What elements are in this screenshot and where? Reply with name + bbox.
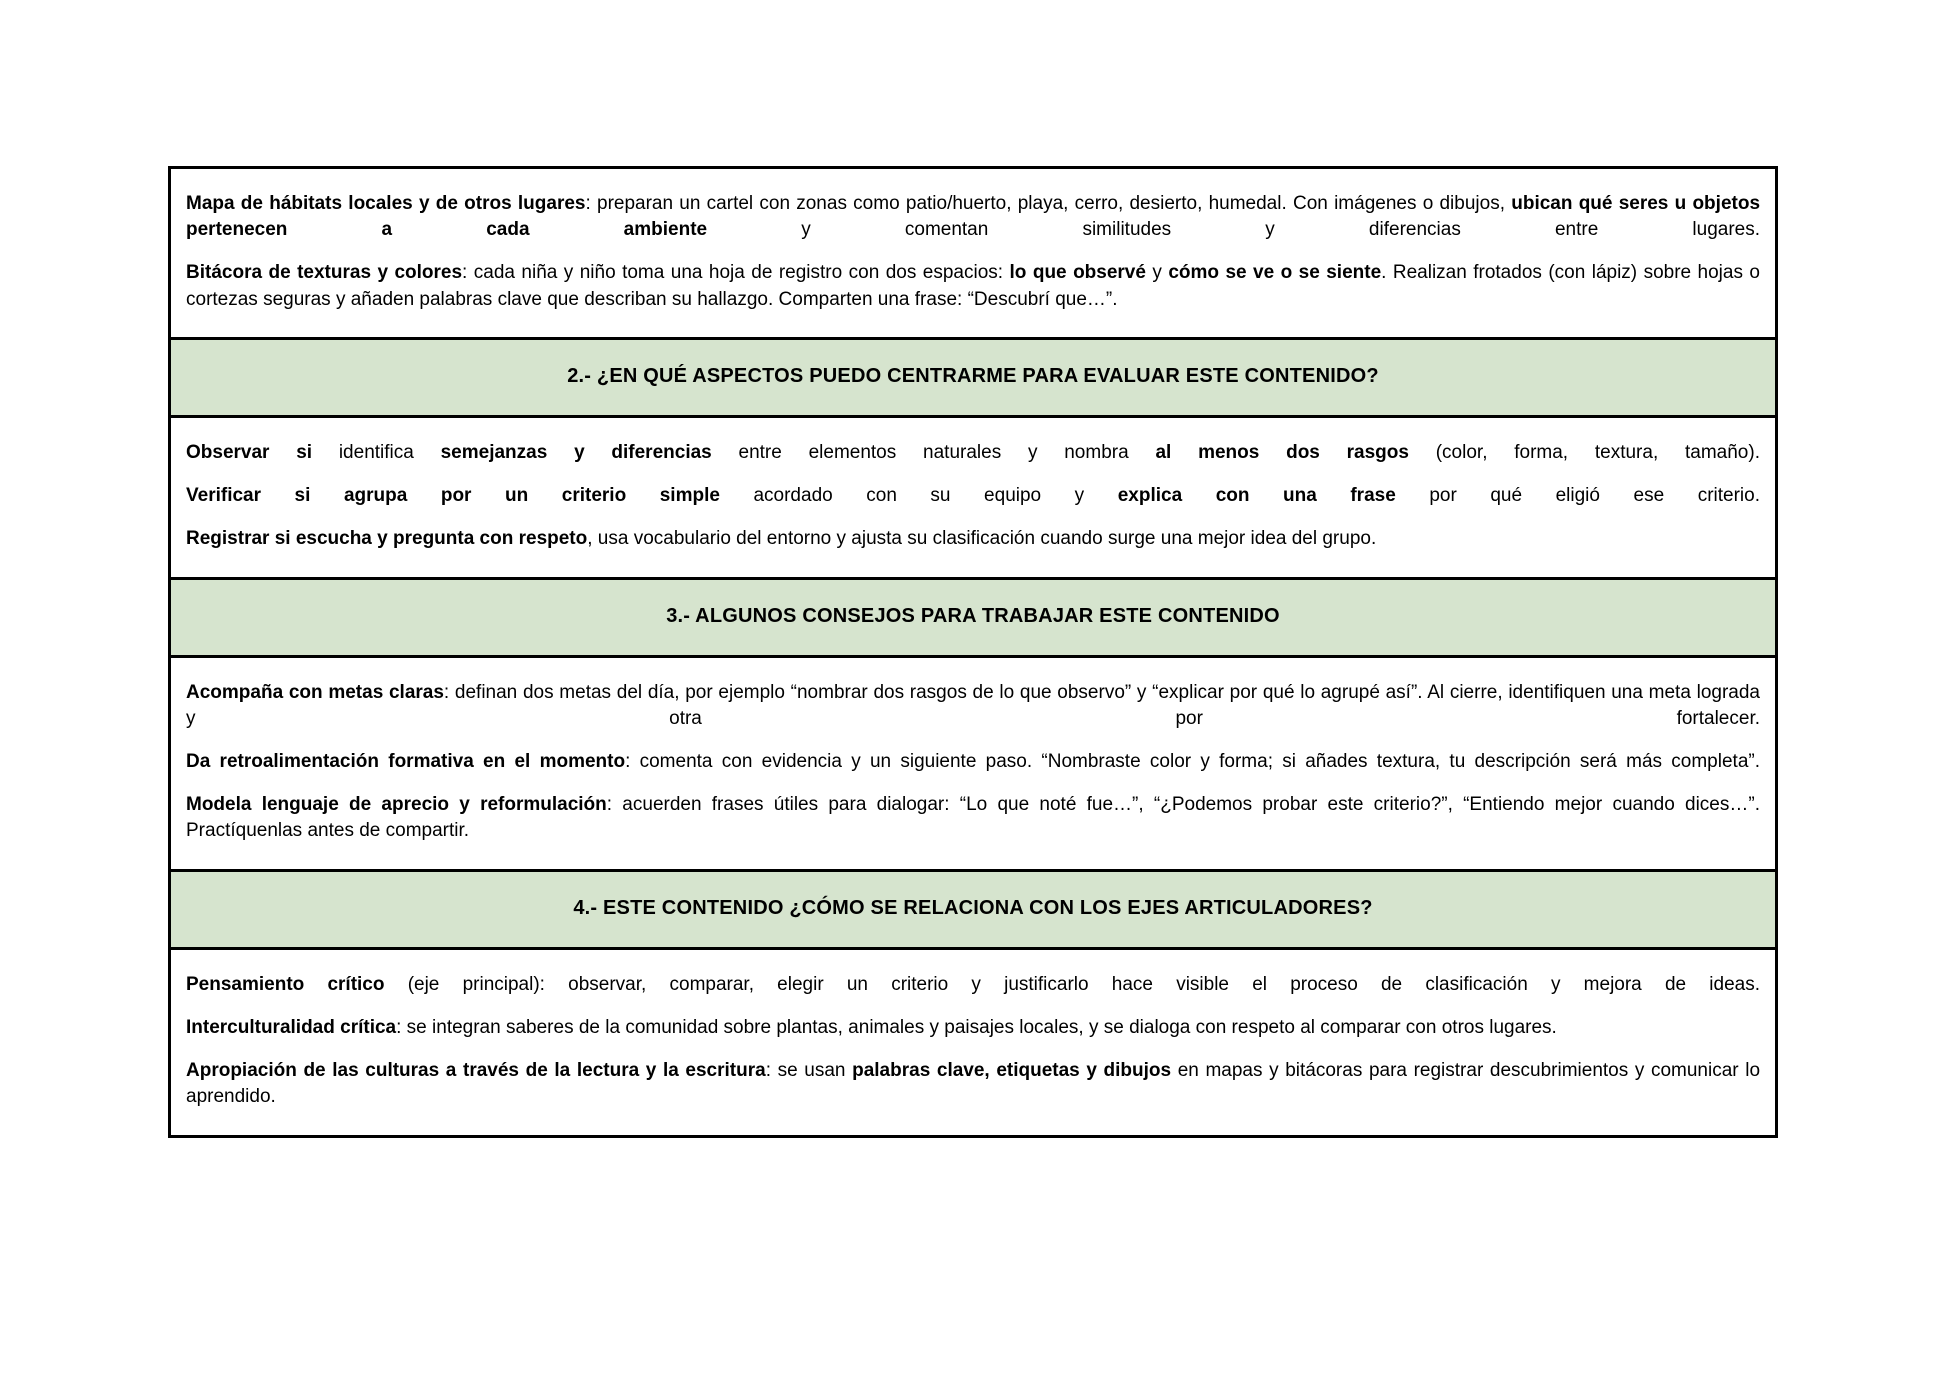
- paragraph-retroalimentacion: Da retroalimentación formativa en el momento: comenta con evidencia y un siguiente paso. “Nombraste color y forma; si añades textura, tu descripción será más completa”.: [186, 750, 1760, 772]
- header-title-evaluar: 2.- ¿EN QUÉ ASPECTOS PUEDO CENTRARME PARA EVALUAR ESTE CONTENIDO?: [567, 364, 1379, 387]
- section-header-consejos: [171, 577, 1775, 655]
- section-header-ejes: [171, 869, 1775, 947]
- paragraph-bitacora-texturas: Bitácora de texturas y colores: cada niña y niño toma una hoja de registro con dos espacios: lo que observé y cómo se ve o se siente. Realizan frotados (con lápiz) sobre hojas o cortezas seguras y añaden palabras clave que describan su hallazgo. Comparten una frase: “Descubrí que…”.: [186, 262, 1760, 310]
- section-activities: [171, 169, 1775, 337]
- paragraph-modela-lenguaje: Modela lenguaje de aprecio y reformulación: acuerden frases útiles para dialogar: “Lo que noté fue…”, “¿Podemos probar este criterio?”, “Entiendo mejor cuando dices…”. Practíquenlas antes de compartir.: [186, 794, 1760, 842]
- header-title-consejos: 3.- ALGUNOS CONSEJOS PARA TRABAJAR ESTE CONTENIDO: [666, 604, 1280, 627]
- header-title-ejes: 4.- ESTE CONTENIDO ¿CÓMO SE RELACIONA CON LOS EJES ARTICULADORES?: [573, 896, 1373, 919]
- paragraph-registrar: Registrar si escucha y pregunta con respeto, usa vocabulario del entorno y ajusta su clasificación cuando surge una mejor idea del grupo.: [186, 528, 1377, 550]
- paragraph-apropiacion-culturas: Apropiación de las culturas a través de la lectura y la escritura: se usan palabras clave, etiquetas y dibujos en mapas y bitácoras para registrar descubrimientos y comunicar lo aprendido.: [186, 1060, 1761, 1108]
- content-table: [168, 166, 1778, 1138]
- paragraph-verificar: Verificar si agrupa por un criterio simple acordado con su equipo y explica con una frase por qué eligió ese criterio.: [186, 485, 1760, 507]
- section-axes: [171, 947, 1775, 1135]
- section-advice: [171, 655, 1775, 869]
- section-evaluation-aspects: [171, 415, 1775, 577]
- paragraph-interculturalidad: Interculturalidad crítica: se integran saberes de la comunidad sobre plantas, animales y paisajes locales, y se dialoga con respeto al comparar con otros lugares.: [186, 1016, 1557, 1038]
- paragraph-pensamiento-critico: Pensamiento crítico (eje principal): observar, comparar, elegir un criterio y justificarlo hace visible el proceso de clasificación y mejora de ideas.: [186, 973, 1760, 995]
- section-header-evaluar: [171, 337, 1775, 415]
- paragraph-observar: Observar si identifica semejanzas y diferencias entre elementos naturales y nombra al menos dos rasgos (color, forma, textura, tamaño).: [186, 441, 1760, 463]
- paragraph-acompana-metas: Acompaña con metas claras: definan dos metas del día, por ejemplo “nombrar dos rasgos de lo que observo” y “explicar por qué lo agrupé así”. Al cierre, identifiquen una meta lograda y otra por fortalecer.: [186, 681, 1760, 729]
- paragraph-mapa-habitats: Mapa de hábitats locales y de otros lugares: preparan un cartel con zonas como patio/huerto, playa, cerro, desierto, humedal. Con imágenes o dibujos, ubican qué seres u objetos pertenecen a cada ambiente y comentan similitudes y diferencias entre lugares.: [186, 193, 1761, 241]
